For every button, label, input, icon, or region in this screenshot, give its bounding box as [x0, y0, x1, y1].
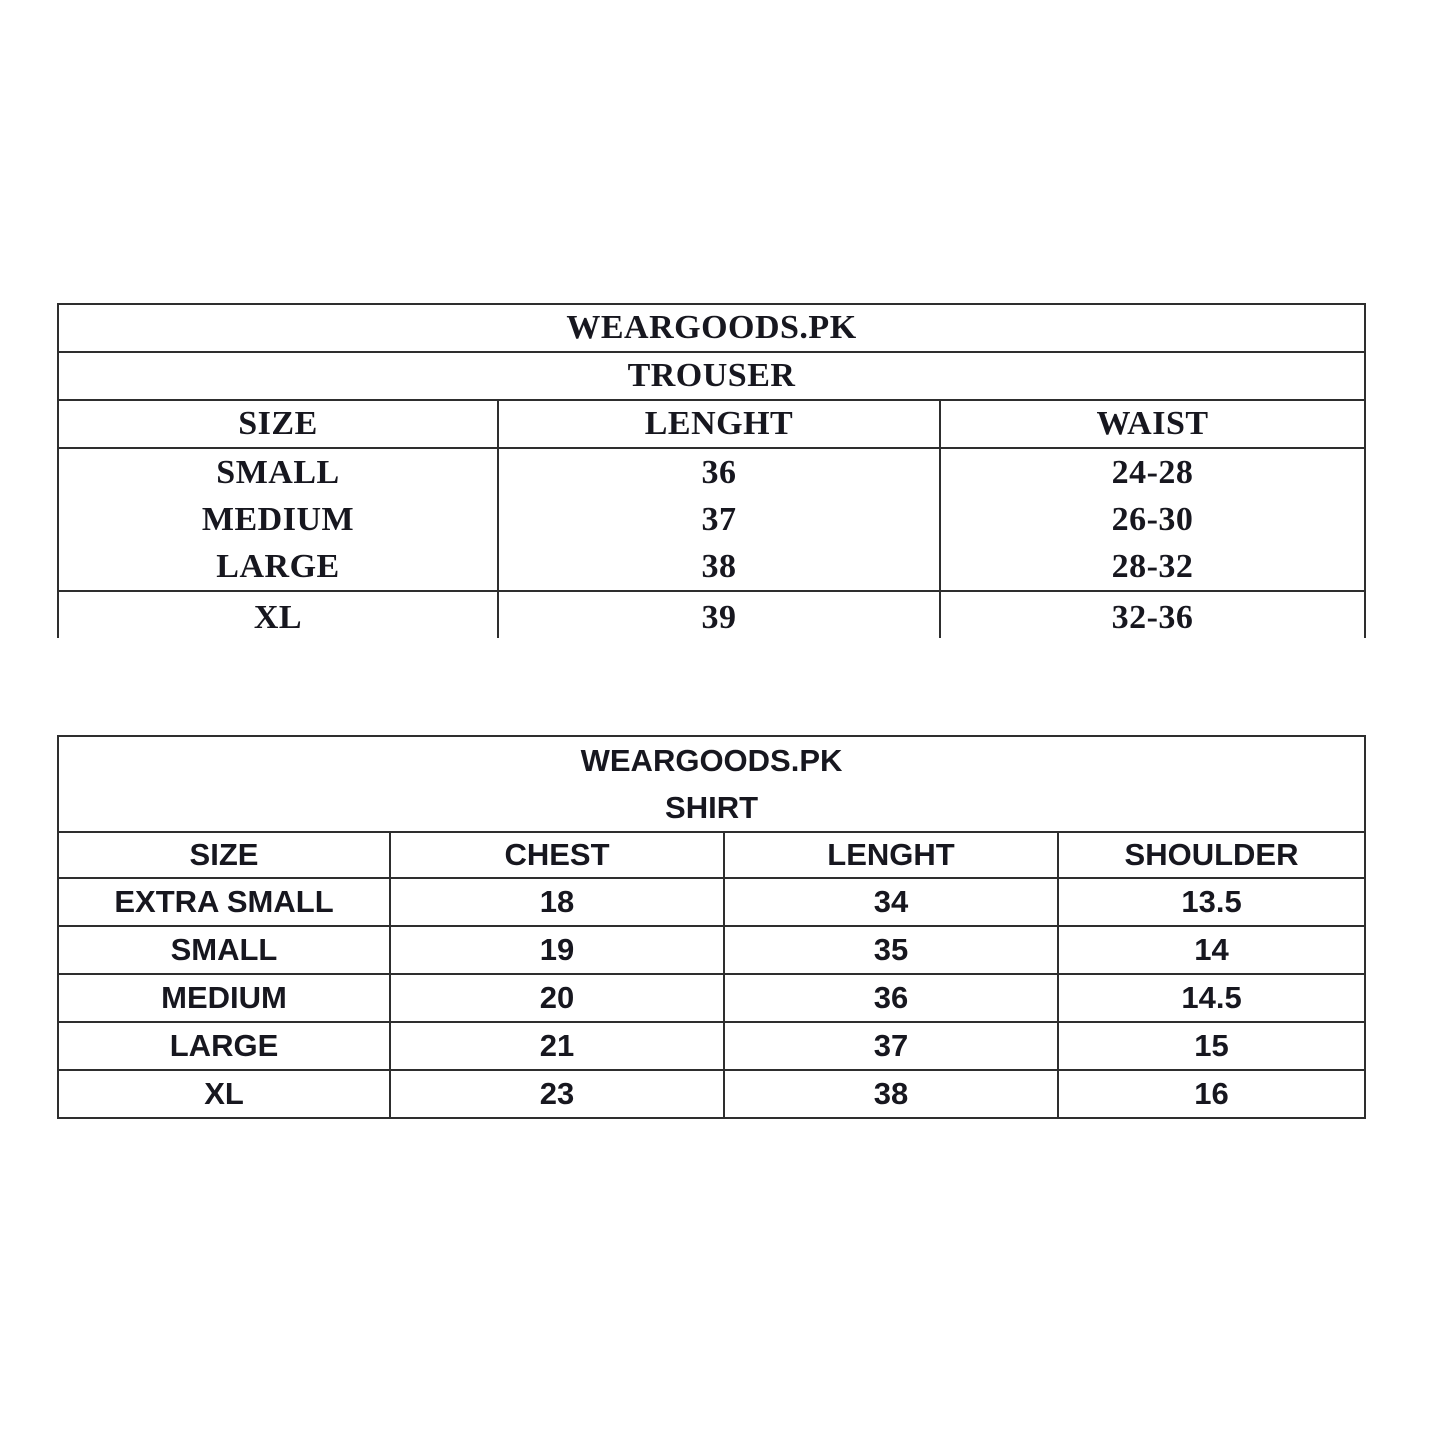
- shirt-header-shoulder: SHOULDER: [1058, 832, 1365, 878]
- shirt-s-size: SMALL: [58, 926, 390, 974]
- shirt-xs-lenght: 34: [724, 878, 1058, 926]
- shirt-m-lenght: 36: [724, 974, 1058, 1022]
- trouser-header-size: SIZE: [58, 400, 498, 448]
- shirt-header-chest: CHEST: [390, 832, 724, 878]
- shirt-header-size: SIZE: [58, 832, 390, 878]
- trouser-brand-title: WEARGOODS.PK: [58, 304, 1365, 352]
- shirt-row-large: [58, 1022, 1365, 1070]
- trouser-header-lenght: LENGHT: [498, 400, 940, 448]
- shirt-xs-size: EXTRA SMALL: [58, 878, 390, 926]
- trouser-medium-waist: 26-30: [1111, 501, 1194, 538]
- trouser-category-title: TROUSER: [58, 352, 1365, 400]
- trouser-xl-size: XL: [58, 591, 498, 638]
- shirt-brand-title: WEARGOODS.PK: [580, 743, 843, 778]
- trouser-medium-lenght: 37: [701, 501, 737, 538]
- shirt-s-lenght: 35: [724, 926, 1058, 974]
- shirt-row-xl: [58, 1070, 1365, 1118]
- trouser-waist-block-cell: [940, 448, 1365, 591]
- shirt-title-cell: [58, 736, 1365, 832]
- trouser-large-size: LARGE: [216, 548, 340, 585]
- shirt-xs-shoulder: 13.5: [1058, 878, 1365, 926]
- shirt-row-medium: [58, 974, 1365, 1022]
- trouser-large-waist: 28-32: [1111, 548, 1194, 585]
- shirt-xs-chest: 18: [390, 878, 724, 926]
- trouser-xl-waist: 32-36: [940, 591, 1365, 638]
- shirt-xl-lenght: 38: [724, 1070, 1058, 1118]
- shirt-m-size: MEDIUM: [58, 974, 390, 1022]
- shirt-m-chest: 20: [390, 974, 724, 1022]
- trouser-medium-size: MEDIUM: [201, 501, 355, 538]
- shirt-xl-chest: 23: [390, 1070, 724, 1118]
- shirt-xl-size: XL: [58, 1070, 390, 1118]
- shirt-m-shoulder: 14.5: [1058, 974, 1365, 1022]
- trouser-header-waist: WAIST: [940, 400, 1365, 448]
- shirt-l-shoulder: 15: [1058, 1022, 1365, 1070]
- shirt-l-lenght: 37: [724, 1022, 1058, 1070]
- trouser-size-chart-clip: [57, 303, 1368, 638]
- shirt-s-shoulder: 14: [1058, 926, 1365, 974]
- shirt-row-extra-small: [58, 878, 1365, 926]
- trouser-size-chart-table: [57, 303, 1366, 638]
- shirt-xl-shoulder: 16: [1058, 1070, 1365, 1118]
- trouser-size-block-cell: [58, 448, 498, 591]
- shirt-l-size: LARGE: [58, 1022, 390, 1070]
- shirt-header-lenght: LENGHT: [724, 832, 1058, 878]
- shirt-row-small: [58, 926, 1365, 974]
- trouser-small-lenght: 36: [701, 454, 737, 491]
- shirt-l-chest: 21: [390, 1022, 724, 1070]
- trouser-xl-lenght: 39: [498, 591, 940, 638]
- trouser-small-waist: 24-28: [1111, 454, 1194, 491]
- trouser-lenght-block-cell: [498, 448, 940, 591]
- shirt-size-chart-table: [57, 735, 1366, 1119]
- trouser-small-size: SMALL: [216, 454, 340, 491]
- shirt-size-chart-wrap: [57, 735, 1368, 1119]
- shirt-category-title: SHIRT: [665, 790, 759, 825]
- shirt-s-chest: 19: [390, 926, 724, 974]
- trouser-large-lenght: 38: [701, 548, 737, 585]
